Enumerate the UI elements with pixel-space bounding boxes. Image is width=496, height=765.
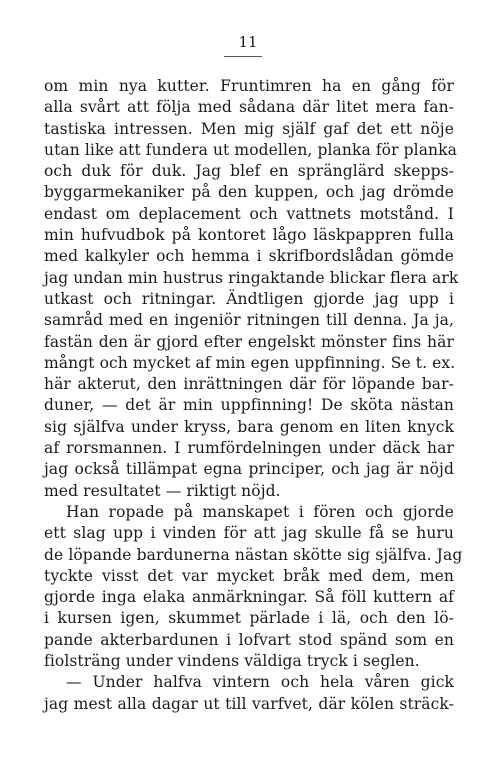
text-line: med kalkyler och hemma i skrifbordslådan gömde	[44, 247, 454, 266]
text-line: — Under halfva vintern och hela våren gick	[66, 673, 454, 692]
text-line: utkast och ritningar. Ändtligen gjorde jag upp i	[44, 289, 454, 308]
text-line: utan like att fundera ut modellen, planka för planka	[44, 140, 457, 159]
text-line: ett slag upp i vinden för att jag skulle få se huru	[44, 524, 454, 543]
text-line: byggarmekaniker på den kuppen, och jag drömde	[44, 183, 454, 202]
text-line: tyckte visst det var mycket bråk med dem, men	[44, 566, 454, 585]
text-line: mångt och mycket af min egen uppfinning. Se t. ex.	[44, 353, 456, 372]
text-line: pande akterbardunen i lofvart stod spänd som en	[44, 630, 454, 649]
text-line: jag mest alla dagar ut till varfvet, där kölen sträck-	[44, 694, 454, 713]
text-line: fiolsträng under vindens väldiga tryck i seglen.	[44, 652, 420, 671]
text-line: min hufvudbok på kontoret lågo läskpappren fulla	[44, 226, 454, 245]
text-line: Han ropade på manskapet i fören och gjorde	[66, 502, 454, 521]
text-line: med resultatet — riktigt nöjd.	[44, 481, 281, 500]
text-line: i kursen igen, skummet pärlade i lä, och den lö-	[44, 609, 454, 628]
text-line: och duk för duk. Jag blef en spränglärd skepps-	[44, 162, 454, 181]
text-line: de löpande bardunerna nästan skötte sig själfva. Jag	[44, 545, 463, 564]
text-line: fastän den är gjord efter engelskt mönster fins här	[44, 332, 454, 351]
text-line: endast om deplacement och vattnets motstånd. I	[44, 204, 454, 223]
text-line: alla svårt att följa med sådana där litet mera fan-	[44, 98, 454, 117]
page-number: 11	[238, 33, 258, 51]
text-line: gjorde inga elaka anmärkningar. Så föll kuttern af	[44, 588, 454, 607]
text-line: duner, — det är min uppfinning! De sköta nästan	[44, 396, 454, 415]
text-line: här akterut, den inrättningen där för löpande bar-	[44, 375, 454, 394]
text-line: jag undan min hustrus ringaktande blickar flera ark	[44, 268, 459, 287]
header-rule	[224, 56, 262, 57]
text-line: af rorsmannen. I rumfördelningen under däck har	[44, 439, 454, 458]
text-line: samråd med en ingeniör ritningen till denna. Ja ja,	[44, 311, 454, 330]
text-line: jag också tillämpat egna principer, och jag är nöjd	[44, 460, 454, 479]
text-line: sig själfva under kryss, bara genom en liten knyck	[44, 417, 454, 436]
text-line: om min nya kutter. Fruntimren ha en gång för	[44, 77, 454, 95]
text-line: tastiska intressen. Men mig själf gaf det ett nöje	[44, 119, 454, 138]
body-text	[44, 76, 463, 715]
